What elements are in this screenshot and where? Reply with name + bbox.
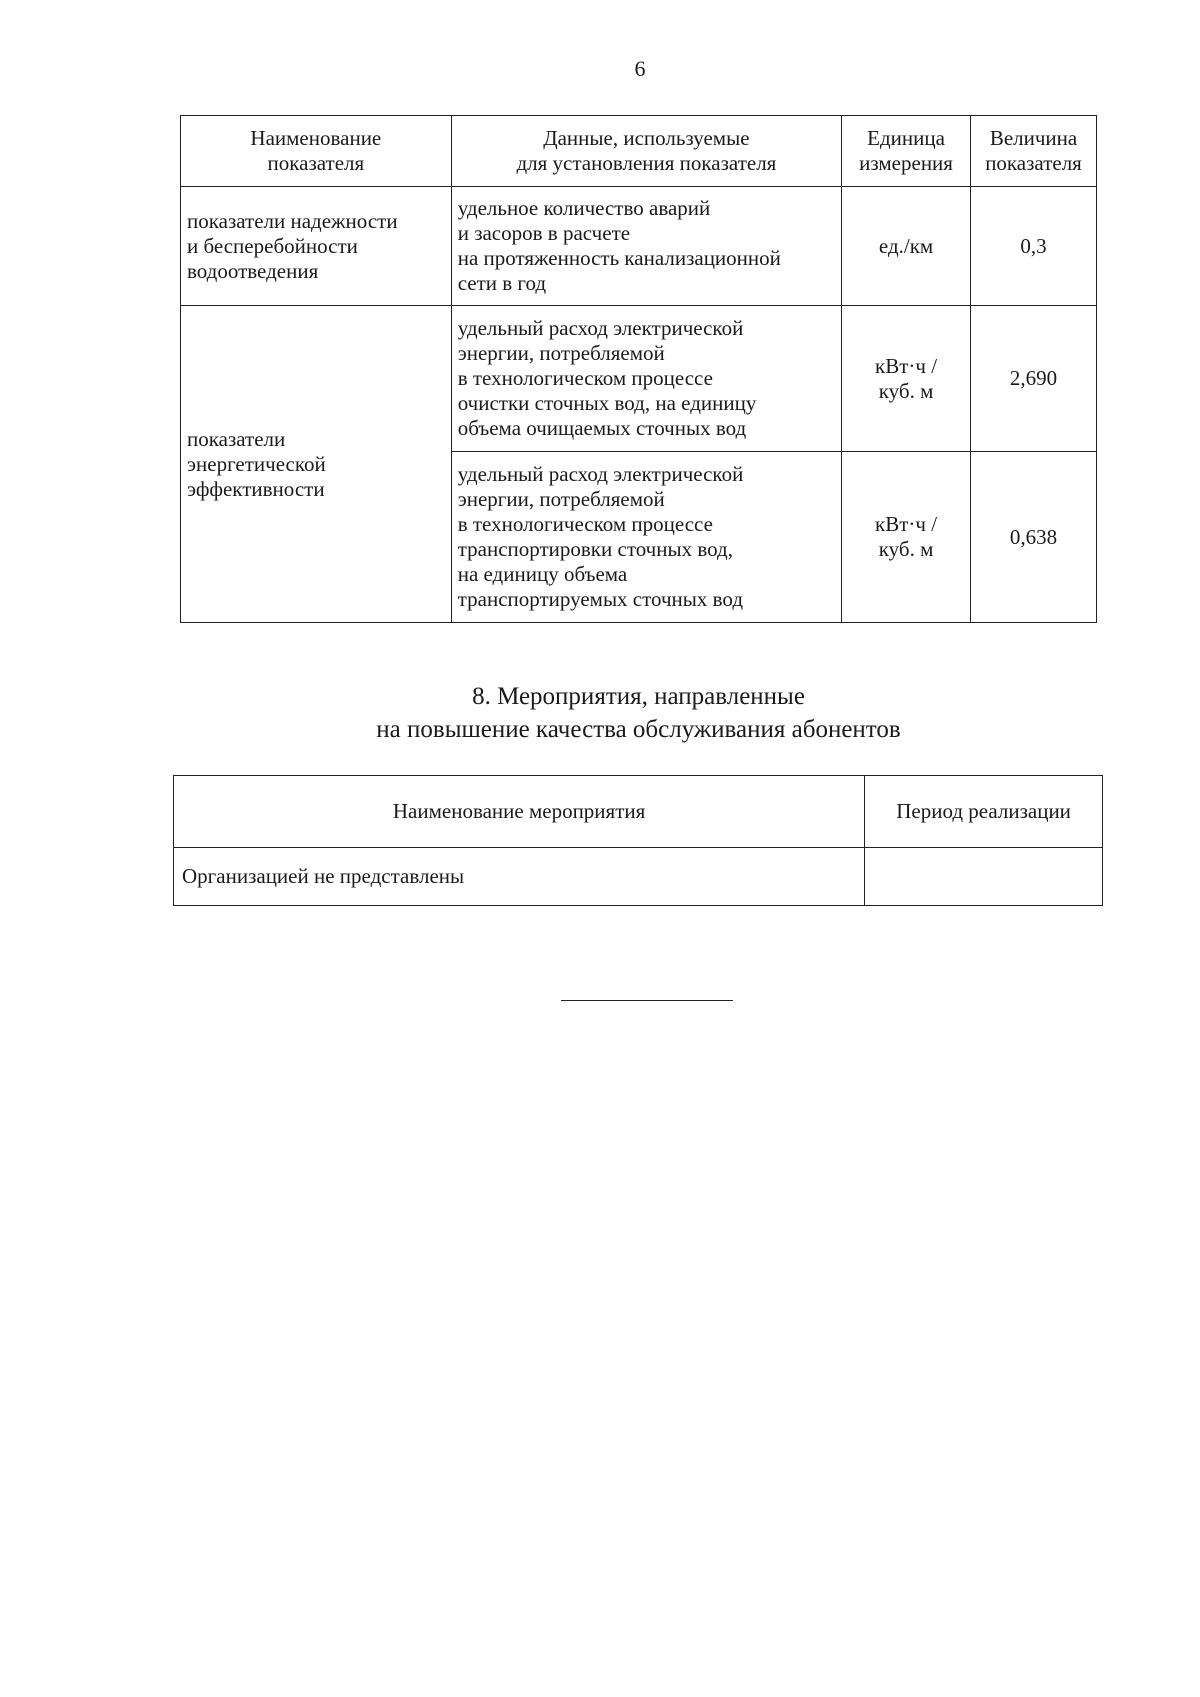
end-of-document-line bbox=[561, 1000, 733, 1001]
measures-table bbox=[173, 775, 1103, 906]
header-measure-name: Наименование мероприятия bbox=[174, 776, 865, 848]
header-data-used: Данные, используемые для установления показателя bbox=[451, 116, 841, 187]
indicators-table bbox=[180, 115, 1097, 623]
table-row bbox=[174, 848, 1103, 906]
indicator-value: 0,638 bbox=[971, 452, 1097, 623]
indicator-data: удельный расход электрической энергии, потребляемой в технологическом процессе транспортировки сточных вод, на единицу объема транспортируемых сточных вод bbox=[451, 452, 841, 623]
measure-period bbox=[865, 848, 1103, 906]
section-title-line-2: на повышение качества обслуживания абонентов bbox=[376, 716, 901, 743]
section-heading bbox=[180, 680, 1097, 746]
indicator-unit: ед./км bbox=[842, 187, 971, 306]
indicator-name: показатели надежности и бесперебойности водоотведения bbox=[181, 187, 452, 306]
table-row bbox=[181, 187, 1097, 306]
page-number: 6 bbox=[634, 56, 646, 81]
indicator-unit: кВт·ч / куб. м bbox=[842, 452, 971, 623]
table-header-row bbox=[174, 776, 1103, 848]
header-value: Величина показателя bbox=[971, 116, 1097, 187]
indicator-unit: кВт·ч / куб. м bbox=[842, 306, 971, 452]
table-header-row bbox=[181, 116, 1097, 187]
header-period: Период реализации bbox=[865, 776, 1103, 848]
header-indicator-name: Наименование показателя bbox=[181, 116, 452, 187]
measure-name: Организацией не представлены bbox=[174, 848, 865, 906]
indicator-name: показатели энергетической эффективности bbox=[181, 306, 452, 623]
indicator-value: 0,3 bbox=[971, 187, 1097, 306]
table-row bbox=[181, 306, 1097, 452]
indicator-data: удельный расход электрической энергии, потребляемой в технологическом процессе очистки сточных вод, на единицу объема очищаемых сточных вод bbox=[451, 306, 841, 452]
header-unit: Единица измерения bbox=[842, 116, 971, 187]
indicator-value: 2,690 bbox=[971, 306, 1097, 452]
section-title-line-1: 8. Мероприятия, направленные bbox=[472, 683, 805, 710]
indicator-data: удельное количество аварий и засоров в расчете на протяженность канализационной сети в год bbox=[451, 187, 841, 306]
